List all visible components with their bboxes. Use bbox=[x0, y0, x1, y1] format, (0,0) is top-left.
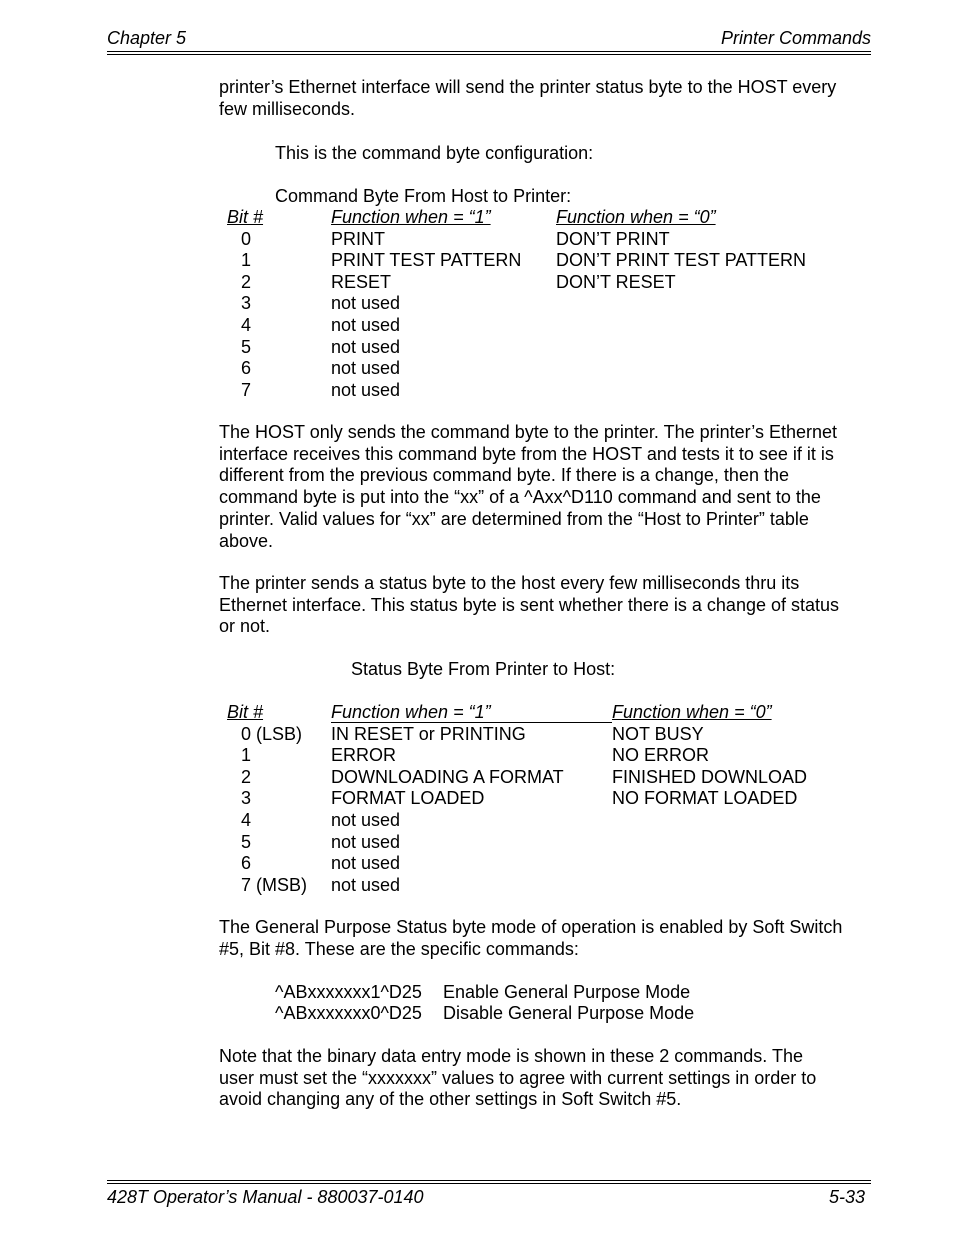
command-desc: Disable General Purpose Mode bbox=[443, 1003, 695, 1023]
gp-line: #5, Bit #8. These are the specific commands: bbox=[219, 938, 579, 959]
command-bit: 2 bbox=[241, 271, 252, 292]
command-function-zero: DON’T PRINT TEST PATTERN bbox=[556, 250, 807, 271]
command-bit: 1 bbox=[241, 250, 252, 271]
command-function-one: not used bbox=[331, 293, 401, 314]
command-bit: 3 bbox=[241, 293, 252, 314]
printer-paragraph bbox=[219, 573, 879, 638]
header-chapter: Chapter 5 bbox=[107, 28, 187, 48]
command-table-title: Command Byte From Host to Printer: bbox=[275, 186, 572, 206]
command-function-one: RESET bbox=[331, 271, 392, 292]
status-header-zero: Function when = “0” bbox=[612, 702, 772, 722]
command-table bbox=[0, 207, 954, 407]
status-function-one: not used bbox=[331, 853, 401, 874]
command-bit: 4 bbox=[241, 315, 252, 335]
intro-paragraph bbox=[219, 77, 879, 120]
status-bit: 4 bbox=[241, 810, 252, 830]
command-function-one: not used bbox=[331, 358, 401, 379]
footer-page-number: 5-33 bbox=[828, 1187, 865, 1207]
note-line: user must set the “xxxxxxx” values to agree with current settings in order to bbox=[219, 1067, 817, 1088]
footer-rule bbox=[107, 1180, 871, 1181]
status-function-one: IN RESET or PRINTING bbox=[331, 723, 526, 744]
status-header-bit: Bit # bbox=[227, 702, 264, 722]
host-line: above. bbox=[219, 530, 274, 551]
printer-line: Ethernet interface. This status byte is sent whether there is a change of status bbox=[219, 594, 840, 615]
command-function-one: not used bbox=[331, 315, 401, 335]
host-line: The HOST only sends the command byte to the printer. The printer’s Ethernet bbox=[219, 422, 837, 442]
header-rule-2 bbox=[107, 54, 871, 55]
command-function-one: not used bbox=[331, 379, 401, 400]
status-header-one: Function when = “1” bbox=[331, 702, 612, 723]
footer-rule-2 bbox=[107, 1183, 871, 1184]
status-function-one: not used bbox=[331, 831, 401, 852]
command-function-one: PRINT TEST PATTERN bbox=[331, 250, 522, 271]
command-desc: Enable General Purpose Mode bbox=[443, 982, 691, 1002]
status-function-one: ERROR bbox=[331, 745, 397, 766]
status-function-zero: FINISHED DOWNLOAD bbox=[612, 766, 808, 787]
status-function-one: not used bbox=[331, 874, 401, 895]
printer-line: The printer sends a status byte to the host every few milliseconds thru its bbox=[219, 573, 800, 593]
host-line: printer. Valid values for “xx” are determined from the “Host to Printer” table bbox=[219, 508, 809, 529]
host-line: command byte is put into the “xx” of a ^Axx^D110 command and sent to the bbox=[219, 487, 821, 508]
status-function-zero: NO FORMAT LOADED bbox=[612, 788, 798, 809]
command-code: ^ABxxxxxxx0^D25 bbox=[275, 1003, 422, 1023]
status-table bbox=[0, 702, 954, 902]
command-function-one: not used bbox=[331, 336, 401, 357]
note-paragraph bbox=[219, 1046, 879, 1111]
command-function-zero: DON’T PRINT bbox=[556, 228, 670, 249]
intro-line: printer’s Ethernet interface will send the printer status byte to the HOST every bbox=[219, 77, 837, 97]
command-bit: 7 bbox=[241, 379, 252, 400]
command-bit: 5 bbox=[241, 336, 252, 357]
command-bit: 0 bbox=[241, 228, 252, 249]
host-line: interface receives this command byte from the HOST and tests it to see if it is bbox=[219, 443, 834, 464]
status-function-zero: NO ERROR bbox=[612, 745, 710, 766]
status-bit: 3 bbox=[241, 788, 252, 809]
header-section: Printer Commands bbox=[720, 28, 871, 48]
command-bit: 6 bbox=[241, 358, 252, 379]
status-bit: 1 bbox=[241, 745, 252, 766]
command-header-bit: Bit # bbox=[227, 207, 264, 227]
note-line: avoid changing any of the other settings in Soft Switch #5. bbox=[219, 1089, 682, 1110]
command-header-zero: Function when = “0” bbox=[556, 207, 716, 227]
intro-line: few milliseconds. bbox=[219, 98, 356, 119]
config-line: This is the command byte configuration: bbox=[275, 143, 594, 163]
status-bit: 2 bbox=[241, 766, 252, 787]
host-paragraph bbox=[219, 422, 879, 552]
command-function-zero: DON’T RESET bbox=[556, 271, 676, 292]
status-function-one: not used bbox=[331, 810, 401, 830]
status-function-one: FORMAT LOADED bbox=[331, 788, 485, 809]
status-function-one: DOWNLOADING A FORMAT bbox=[331, 766, 564, 787]
host-line: different from the previous command byte. If there is a change, then the bbox=[219, 465, 789, 486]
printer-line: or not. bbox=[219, 616, 271, 637]
status-bit: 5 bbox=[241, 831, 252, 852]
status-bit: 7 (MSB) bbox=[241, 874, 308, 895]
status-bit: 6 bbox=[241, 853, 252, 874]
status-table-title: Status Byte From Printer to Host: bbox=[351, 659, 616, 679]
status-function-zero: NOT BUSY bbox=[612, 723, 704, 744]
status-bit: 0 (LSB) bbox=[241, 723, 303, 744]
footer-manual: 428T Operator’s Manual - 880037-0140 bbox=[107, 1187, 424, 1207]
command-code: ^ABxxxxxxx1^D25 bbox=[275, 982, 422, 1002]
note-line: Note that the binary data entry mode is shown in these 2 commands. The bbox=[219, 1046, 803, 1066]
header-rule bbox=[107, 51, 871, 52]
command-header-one: Function when = “1” bbox=[331, 207, 491, 227]
gp-line: The General Purpose Status byte mode of operation is enabled by Soft Switch bbox=[219, 917, 843, 937]
command-function-one: PRINT bbox=[331, 228, 385, 249]
gp-paragraph bbox=[219, 917, 879, 960]
